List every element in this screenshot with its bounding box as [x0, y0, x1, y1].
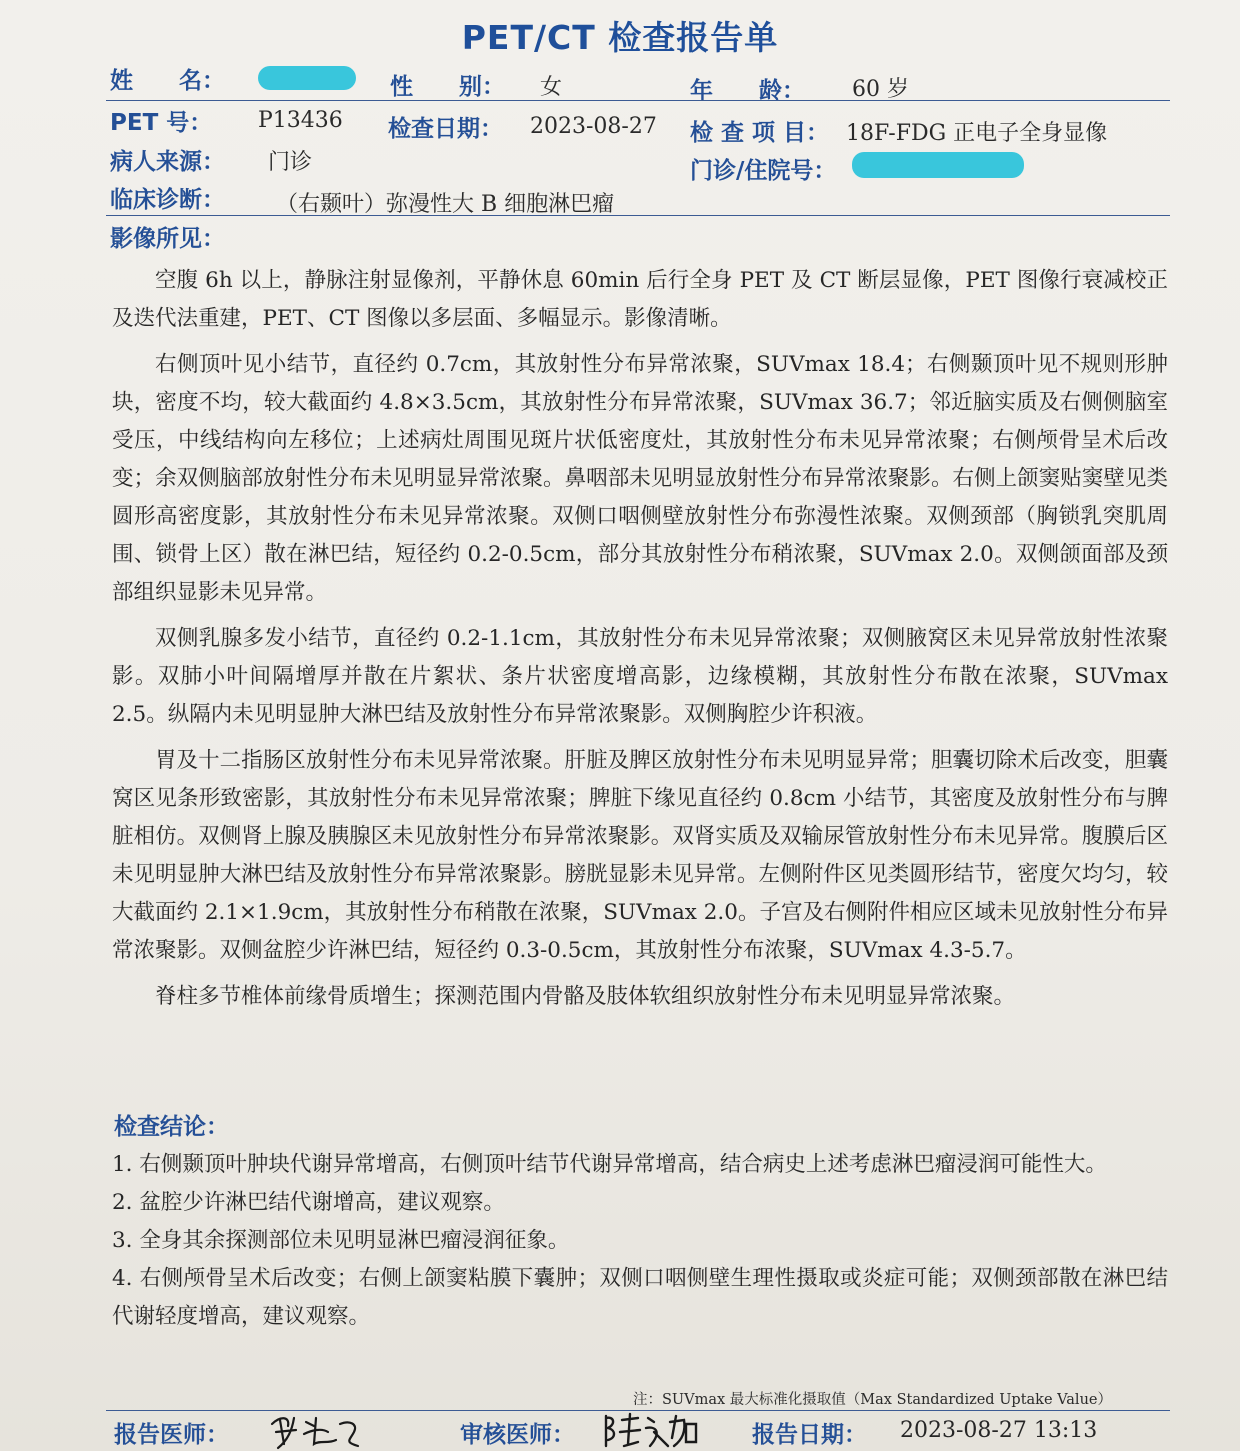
header-rule-top [106, 100, 1170, 101]
exam-date-label: 检查日期： [388, 116, 503, 142]
findings-body [112, 262, 1168, 1024]
name-redaction [258, 66, 356, 90]
findings-paragraph: 脊柱多节椎体前缘骨质增生；探测范围内骨骼及肢体软组织放射性分布未见明显异常浓聚。 [155, 984, 1016, 1009]
conclusions-list [112, 1146, 1168, 1336]
review-doctor-label: 审核医师： [460, 1422, 575, 1448]
diagnosis-label: 临床诊断： [110, 187, 225, 213]
report-title: PET/CT 检查报告单 [461, 18, 779, 57]
conclusion-item: 2. 盆腔少许淋巴结代谢增高，建议观察。 [112, 1190, 505, 1215]
report-doctor-signature [266, 1410, 366, 1451]
findings-label: 影像所见： [110, 226, 225, 252]
review-doctor-signature [600, 1408, 700, 1451]
findings-paragraph: 右侧顶叶见小结节，直径约 0.7cm，其放射性分布异常浓聚，SUVmax 18.4；右侧颞顶叶见不规则形肿块，密度不均，较大截面约 4.8×3.5cm，其放射性分布异常浓聚，SUVmax 36.7；邻近脑实质及右侧侧脑室受压，中线结构向左移位；上述病灶周围见斑片状低密度灶，其放射性分布未见异常浓聚；右侧颅骨呈术后改变；余双侧脑部放射性分布未见明显异常浓聚。鼻咽部未见明显放射性分布异常浓聚影。右侧上颌窦贴窦壁见类圆形高密度影，其放射性分布未见异常浓聚。双侧口咽侧壁放射性分布弥漫性浓聚。双侧颈部（胸锁乳突肌周围、锁骨上区）散在淋巴结，短径约 0.2-0.5cm，部分其放射性分布稍浓聚，SUVmax 2.0。双侧颌面部及颈部组织显影未见异常。 [112, 352, 1168, 605]
age-label: 年 龄： [690, 78, 805, 104]
source-label: 病人来源： [110, 149, 225, 175]
name-label: 姓 名： [110, 68, 225, 94]
diagnosis-value: （右颞叶）弥漫性大 B 细胞淋巴瘤 [276, 192, 615, 217]
pet-no-value: P13436 [258, 108, 343, 133]
outpatient-no-label: 门诊/住院号： [690, 158, 837, 184]
findings-paragraph: 胃及十二指肠区放射性分布未见异常浓聚。肝脏及脾区放射性分布未见明显异常；胆囊切除术后改变，胆囊窝区见条形致密影，其放射性分布未见异常浓聚；脾脏下缘见直径约 0.8cm 小结节，其密度及放射性分布与脾脏相仿。双侧肾上腺及胰腺区未见放射性分布异常浓聚影。双肾实质及双输尿管放射性分布未见异常。腹膜后区未见明显肿大淋巴结及放射性分布异常浓聚影。膀胱显影未见异常。左侧附件区见类圆形结节，密度欠均匀，较大截面约 2.1×1.9cm，其放射性分布稍散在浓聚，SUVmax 2.0。子宫及右侧附件相应区域未见放射性分布异常浓聚影。双侧盆腔少许淋巴结，短径约 0.3-0.5cm，其放射性分布浓聚，SUVmax 4.3-5.7。 [112, 748, 1168, 963]
suvmax-note: 注：SUVmax 最大标准化摄取值（Max Standardized Uptake Value） [632, 1392, 1112, 1408]
header-rule-bottom [106, 215, 1170, 216]
conclusion-item: 3. 全身其余探测部位未见明显淋巴瘤浸润征象。 [112, 1228, 570, 1253]
outpatient-no-redaction [852, 152, 1024, 178]
source-value: 门诊 [268, 150, 313, 175]
exam-date-value: 2023-08-27 [530, 114, 657, 139]
conclusion-item: 4. 右侧颅骨呈术后改变；右侧上颌窦粘膜下囊肿；双侧口咽侧壁生理性摄取或炎症可能；双侧颈部散在淋巴结代谢轻度增高，建议观察。 [112, 1266, 1168, 1329]
findings-paragraph: 双侧乳腺多发小结节，直径约 0.2-1.1cm，其放射性分布未见异常浓聚；双侧腋窝区未见异常放射性浓聚影。双肺小叶间隔增厚并散在片絮状、条片状密度增高影，边缘模糊，其放射性分布散在浓聚，SUVmax 2.5。纵隔内未见明显肿大淋巴结及放射性分布异常浓聚影。双侧胸腔少许积液。 [112, 626, 1168, 727]
gender-label: 性 别： [390, 74, 505, 100]
gender-value: 女 [540, 75, 563, 100]
report-doctor-label: 报告医师： [114, 1422, 229, 1448]
conclusion-label: 检查结论： [114, 1114, 229, 1140]
age-value: 60 岁 [852, 77, 909, 102]
report-date-label: 报告日期： [752, 1422, 867, 1448]
exam-item-value: 18F-FDG 正电子全身显像 [846, 121, 1108, 146]
exam-item-label: 检 查 项 目： [690, 120, 830, 146]
conclusion-item: 1. 右侧颞顶叶肿块代谢异常增高，右侧顶叶结节代谢异常增高，结合病史上述考虑淋巴瘤浸润可能性大。 [112, 1152, 1107, 1177]
report-date-value: 2023-08-27 13:13 [900, 1418, 1098, 1443]
pet-no-label: PET 号： [110, 110, 213, 136]
findings-paragraph: 空腹 6h 以上，静脉注射显像剂，平静休息 60min 后行全身 PET 及 CT 断层显像，PET 图像行衰减校正及迭代法重建，PET、CT 图像以多层面、多幅显示。影像清晰。 [112, 268, 1168, 331]
